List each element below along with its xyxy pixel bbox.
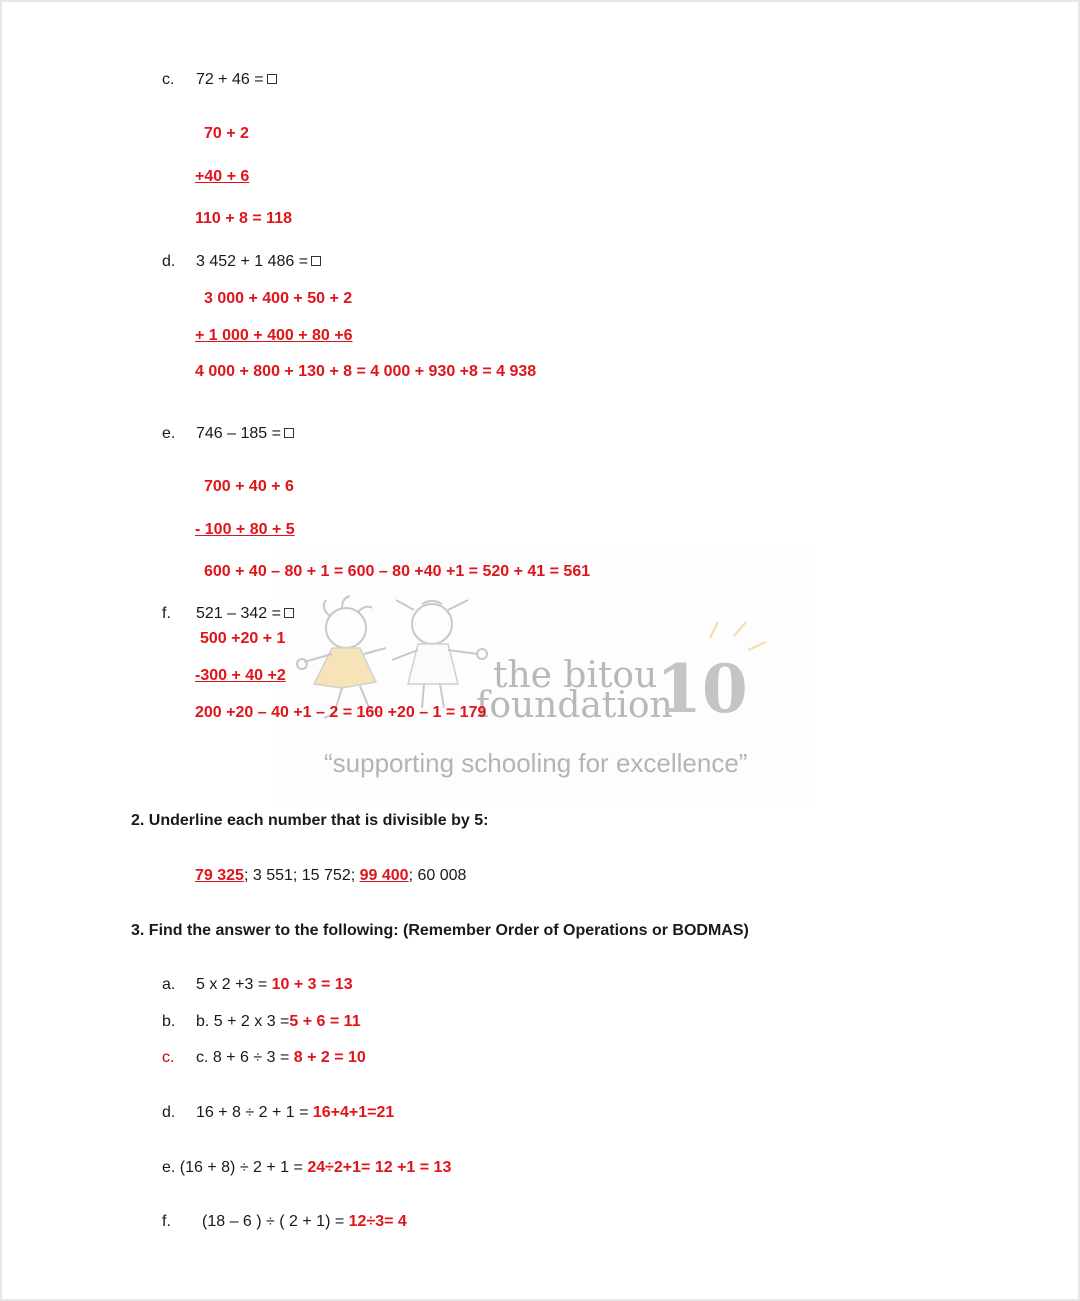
item-d-label: d.	[162, 253, 176, 270]
item-e-label: e.	[162, 425, 176, 442]
section-3-heading: 3. Find the answer to the following: (Remember Order of Operations or BODMAS)	[131, 922, 749, 939]
item-e-line-3: 600 + 40 – 80 + 1 = 600 – 80 +40 +1 = 520 + 41 = 561	[204, 563, 591, 580]
blank-box-icon	[284, 608, 294, 618]
q3-a-label: a.	[162, 976, 176, 993]
watermark-logo	[272, 544, 810, 806]
q3-b-row	[196, 1012, 361, 1032]
number-item: 15 752;	[301, 867, 356, 884]
item-f-line-3: 200 +20 – 40 +1 – 2 = 160 +20 – 1 = 179	[195, 704, 487, 721]
blank-box-icon	[311, 256, 321, 266]
item-f-problem-text: 521 – 342 =	[196, 605, 281, 622]
watermark-name-line1: the bitou	[493, 655, 658, 696]
q3-b-label: b.	[162, 1013, 176, 1030]
q3-f-label: f.	[162, 1213, 171, 1230]
q3-f-answer: 12÷3= 4	[348, 1213, 407, 1230]
blank-box-icon	[267, 74, 277, 84]
number-item-marked: 99 400	[359, 867, 409, 884]
item-e-problem-text: 746 – 185 =	[196, 425, 281, 442]
q3-d-answer: 16+4+1=21	[312, 1104, 395, 1121]
item-c-label: c.	[162, 71, 175, 88]
item-c-problem-text: 72 + 46 =	[196, 71, 264, 88]
item-e-line-1: 700 + 40 + 6	[204, 478, 294, 495]
q3-e-answer: 24÷2+1= 12 +1 = 13	[307, 1159, 452, 1176]
q3-e-problem: e. (16 + 8) ÷ 2 + 1 =	[162, 1159, 303, 1176]
item-d-line-3: 4 000 + 800 + 130 + 8 = 4 000 + 930 +8 = 4 938	[195, 363, 537, 380]
watermark-name-line2: foundation	[476, 685, 673, 726]
q3-b-problem: b. 5 + 2 x 3 =	[196, 1013, 290, 1030]
number-item: 60 008	[417, 867, 467, 884]
q3-c-label: c.	[162, 1049, 175, 1066]
divisible-numbers-list	[195, 866, 466, 886]
q3-b-answer: 5 + 6 = 11	[289, 1013, 361, 1030]
number-item: 3 551;	[252, 867, 298, 884]
q3-a-row	[196, 975, 353, 995]
number-separator: ;	[243, 867, 249, 884]
q3-d-problem: 16 + 8 ÷ 2 + 1 =	[196, 1104, 309, 1121]
q3-c-row	[196, 1048, 366, 1068]
blank-box-icon	[284, 428, 294, 438]
item-e-line-2: - 100 + 80 + 5	[195, 521, 295, 538]
q3-a-problem: 5 x 2 +3 =	[196, 976, 268, 993]
item-f-label: f.	[162, 605, 171, 622]
q3-f-row	[202, 1212, 407, 1232]
item-c-problem	[196, 70, 277, 90]
item-f-problem	[196, 604, 294, 624]
item-c-line-1: 70 + 2	[204, 125, 249, 142]
item-d-line-1: 3 000 + 400 + 50 + 2	[204, 290, 353, 307]
q3-c-answer: 8 + 2 = 10	[293, 1049, 366, 1066]
item-d-line-2: + 1 000 + 400 + 80 +6	[195, 327, 353, 344]
number-separator: ;	[408, 867, 414, 884]
item-d-problem	[196, 252, 321, 272]
q3-a-answer: 10 + 3 = 13	[271, 976, 353, 993]
item-d-problem-text: 3 452 + 1 486 =	[196, 253, 309, 270]
section-2-heading: 2. Underline each number that is divisible by 5:	[131, 812, 489, 829]
q3-d-row	[196, 1103, 394, 1123]
q3-f-problem: (18 – 6 ) ÷ ( 2 + 1) =	[202, 1213, 345, 1230]
q3-c-problem: c. 8 + 6 ÷ 3 =	[196, 1049, 290, 1066]
item-e-problem	[196, 424, 294, 444]
q3-d-label: d.	[162, 1104, 176, 1121]
number-item-marked: 79 325	[195, 867, 244, 884]
item-c-line-2: +40 + 6	[195, 168, 250, 185]
item-c-line-3: 110 + 8 = 118	[195, 210, 292, 227]
item-f-line-2: -300 + 40 +2	[195, 667, 286, 684]
watermark-number: 10	[656, 650, 748, 728]
item-f-line-1: 500 +20 + 1	[200, 630, 286, 647]
q3-e-row	[162, 1158, 451, 1178]
watermark-tagline: “supporting schooling for excellence”	[324, 748, 748, 778]
